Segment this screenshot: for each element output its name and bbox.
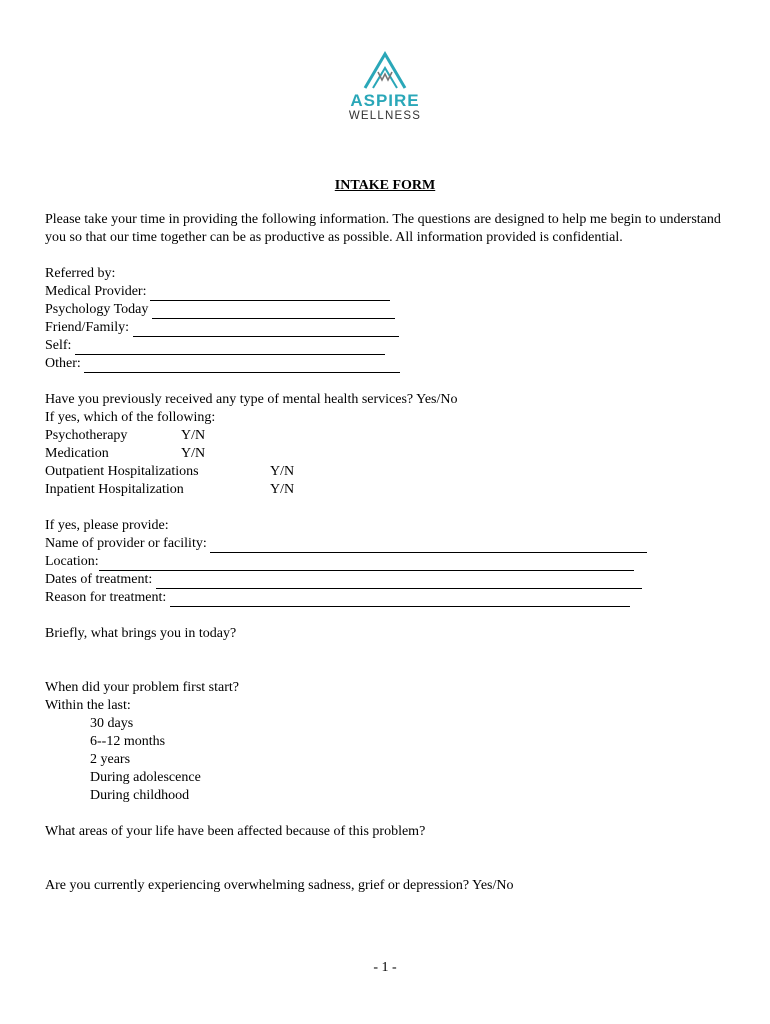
start-option[interactable]: 30 days [90,716,134,731]
option-label: Outpatient Hospitalizations [45,464,199,479]
provider-name-input[interactable] [210,539,647,553]
referral-label: Medical Provider: [45,284,147,299]
referral-label: Psychology Today [45,302,149,317]
referred-heading: Referred by: [45,266,116,281]
referral-label: Self: [45,338,72,353]
option-label: Inpatient Hospitalization [45,482,184,497]
areas-question: What areas of your life have been affected because of this problem? [45,824,426,839]
referral-self-input[interactable] [75,341,385,355]
location-row [45,553,725,571]
provide-label: Reason for treatment: [45,590,167,605]
option-yn[interactable]: Y/N [270,464,295,479]
form-page [45,177,725,895]
provide-label: Dates of treatment: [45,572,153,587]
referral-psychology-input[interactable] [152,305,395,319]
provide-label: Location: [45,554,99,569]
referral-self [45,337,725,355]
referral-other-input[interactable] [84,359,400,373]
referral-medical-input[interactable] [150,287,390,301]
start-question: When did your problem first start? [45,680,240,695]
intro-paragraph: Please take your time in providing the following information. The questions are designed to help me begin to understand you so that our time together can be as productive as possible. All information provided is confidential. [45,212,721,245]
referral-label: Friend/Family: [45,320,129,335]
dates-row [45,571,725,589]
referral-medical-provider [45,283,725,301]
start-option[interactable]: During childhood [90,788,190,803]
brings-question: Briefly, what brings you in today? [45,626,237,641]
mountain-logo-icon [363,50,407,90]
reason-row [45,589,725,607]
services-options-short [45,427,725,463]
location-input[interactable] [99,557,634,571]
logo-subtitle: WELLNESS [348,110,422,122]
dates-input[interactable] [156,575,642,589]
option-yn[interactable]: Y/N [181,428,206,443]
referral-friend-family [45,319,725,337]
provide-label: Name of provider or facility: [45,536,207,551]
services-question: Have you previously received any type of mental health services? Yes/No [45,392,458,407]
page-title: INTAKE FORM [334,178,436,193]
provide-heading: If yes, please provide: [45,518,169,533]
logo-brand: ASPIRE [350,91,420,110]
reason-input[interactable] [170,593,630,607]
sadness-question: Are you currently experiencing overwhelming sadness, grief or depression? Yes/No [45,878,514,893]
services-options-long [45,463,725,499]
referral-friend-input[interactable] [133,323,399,337]
start-option[interactable]: 6--12 months [90,734,166,749]
aspire-wellness-logo [340,50,430,132]
referral-other [45,355,725,373]
option-yn[interactable]: Y/N [270,482,295,497]
referral-psychology-today [45,301,725,319]
start-options [45,715,725,805]
start-option[interactable]: During adolescence [90,770,201,785]
referral-label: Other: [45,356,81,371]
option-label: Medication [45,446,109,461]
services-which: If yes, which of the following: [45,410,216,425]
provider-name-row [45,535,725,553]
start-option[interactable]: 2 years [90,752,131,767]
within-label: Within the last: [45,698,131,713]
option-yn[interactable]: Y/N [181,446,206,461]
option-label: Psychotherapy [45,428,128,443]
page-number: - 1 - [373,960,397,975]
